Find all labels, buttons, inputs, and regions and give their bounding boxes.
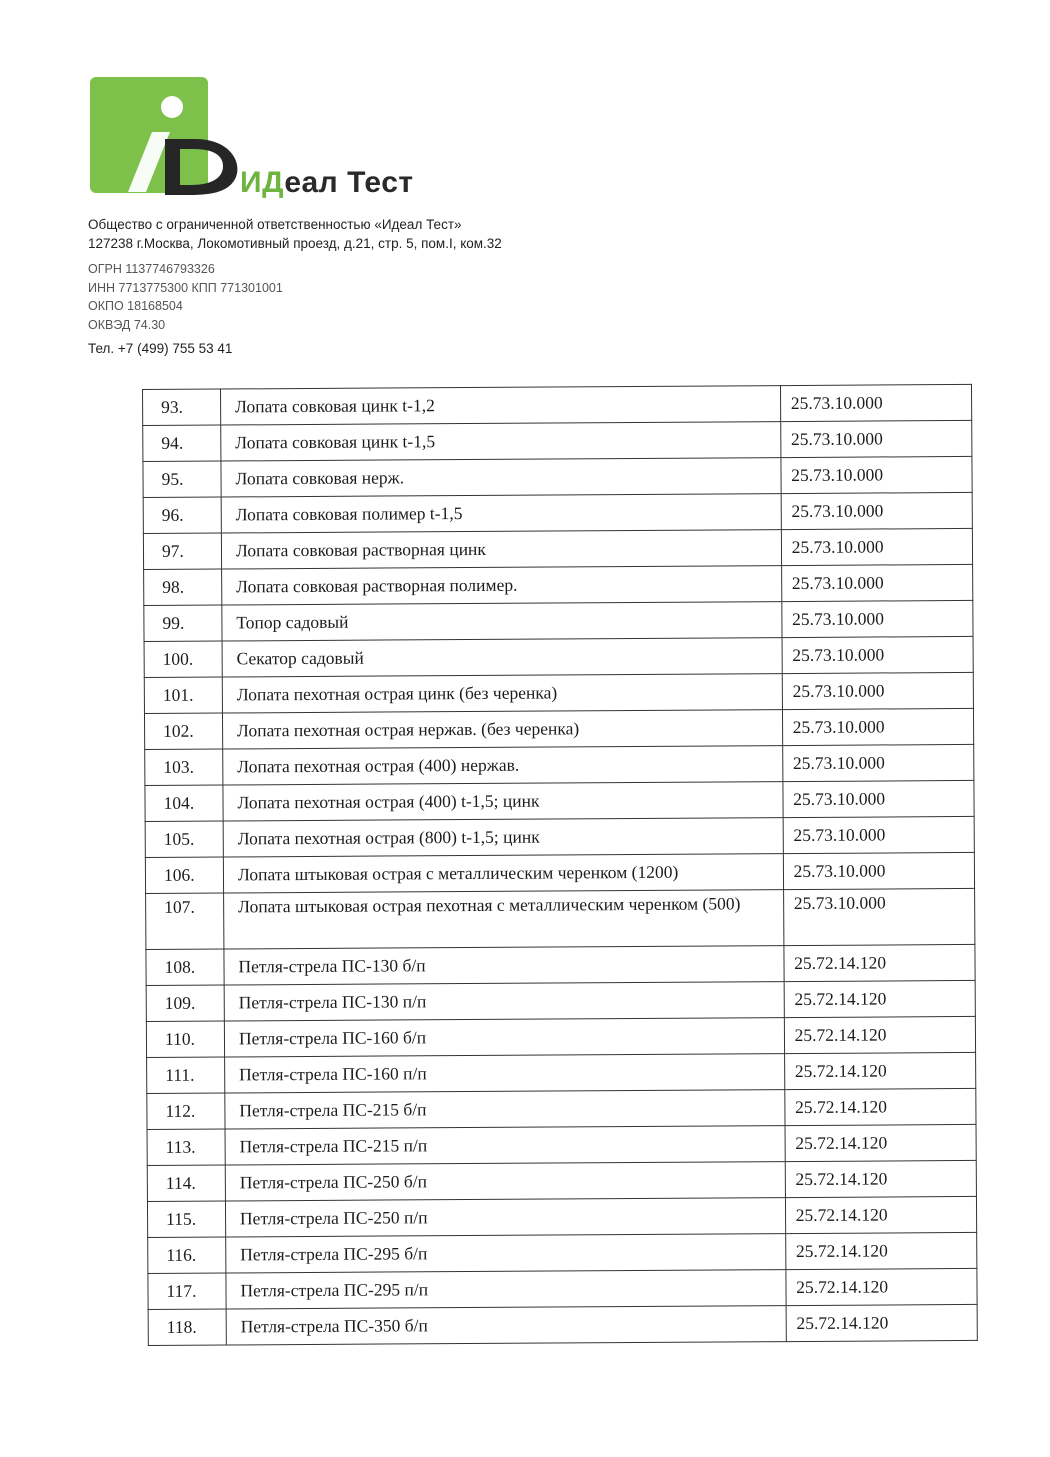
- item-name: Лопата пехотная острая нержав. (без черенка): [222, 710, 782, 749]
- okpd-code: 25.73.10.000: [782, 744, 974, 781]
- row-number: 94.: [143, 425, 221, 461]
- item-name: Топор садовый: [222, 602, 782, 641]
- table-row: [147, 1052, 976, 1093]
- row-number: 102.: [144, 713, 222, 749]
- okpd-code: 25.72.14.120: [786, 1268, 978, 1305]
- table-row: [146, 1016, 975, 1057]
- row-number: 118.: [148, 1309, 226, 1345]
- table-row: [147, 1160, 976, 1201]
- item-name: Петля-стрела ПС-130 п/п: [224, 982, 784, 1021]
- okpd-code: 25.73.10.000: [782, 672, 974, 709]
- ideal-test-logo-icon: [90, 77, 250, 197]
- company-details: [88, 215, 502, 253]
- table-row: [148, 1304, 977, 1345]
- row-number: 116.: [148, 1237, 226, 1273]
- row-number: 100.: [144, 641, 222, 677]
- table-row: [144, 600, 973, 641]
- item-name: Петля-стрела ПС-295 п/п: [226, 1270, 786, 1309]
- brand-name: [240, 166, 414, 200]
- phone: Тел. +7 (499) 755 53 41: [88, 341, 233, 356]
- item-name: Петля-стрела ПС-160 б/п: [224, 1018, 784, 1057]
- okpd-code: 25.73.10.000: [781, 456, 973, 493]
- okpd-code: 25.72.14.120: [785, 1196, 977, 1233]
- row-number: 107.: [146, 893, 224, 949]
- okpd-code: 25.73.10.000: [782, 636, 974, 673]
- table-row: [145, 744, 974, 785]
- okpd-code: 25.72.14.120: [784, 980, 976, 1017]
- item-name: Петля-стрела ПС-215 п/п: [225, 1126, 785, 1165]
- item-name: Лопата совковая полимер t-1,5: [221, 494, 781, 533]
- item-name: Лопата штыковая острая с металлическим черенком (1200): [223, 854, 783, 893]
- item-name: Лопата пехотная острая (400) t-1,5; цинк: [223, 782, 783, 821]
- okpd-code: 25.72.14.120: [785, 1124, 977, 1161]
- table-row: [145, 816, 974, 857]
- table-row: [143, 528, 972, 569]
- item-name: Лопата пехотная острая (400) нержав.: [223, 746, 783, 785]
- okpd-code: 25.73.10.000: [781, 600, 973, 637]
- table-row: [145, 852, 974, 893]
- table-row: [144, 672, 973, 713]
- table-row: [143, 492, 972, 533]
- item-name: Лопата пехотная острая (800) t-1,5; цинк: [223, 818, 783, 857]
- okpd-code: 25.73.10.000: [781, 492, 973, 529]
- table-row: [147, 1196, 976, 1237]
- registration-details: [88, 260, 283, 334]
- ogrn: ОГРН 1137746793326: [88, 262, 215, 276]
- okved: ОКВЭД 74.30: [88, 317, 166, 332]
- table-row: [146, 888, 975, 949]
- row-number: 111.: [147, 1057, 225, 1093]
- row-number: 117.: [148, 1273, 226, 1309]
- item-name: Петля-стрела ПС-250 п/п: [225, 1198, 785, 1237]
- row-number: 106.: [145, 857, 223, 893]
- table-row: [147, 1124, 976, 1165]
- table-row: [144, 636, 973, 677]
- okpd-code: 25.73.10.000: [783, 852, 975, 889]
- okpd-code: 25.72.14.120: [785, 1232, 977, 1269]
- okpd-code: 25.73.10.000: [780, 384, 972, 421]
- table-row: [145, 780, 974, 821]
- row-number: 109.: [146, 985, 224, 1021]
- item-name: Лопата совковая цинк t-1,2: [220, 386, 780, 425]
- okpd-code: 25.73.10.000: [781, 564, 973, 601]
- item-name: Лопата штыковая острая пехотная с металлическим черенком (500): [224, 890, 784, 949]
- table-row: [146, 980, 975, 1021]
- table-row: [146, 944, 975, 985]
- row-number: 108.: [146, 949, 224, 985]
- row-number: 110.: [146, 1021, 224, 1057]
- row-number: 98.: [144, 569, 222, 605]
- table-row: [144, 564, 973, 605]
- item-name: Лопата совковая цинк t-1,5: [221, 422, 781, 461]
- row-number: 103.: [145, 749, 223, 785]
- brand-name-suffix: еал Тест: [284, 166, 414, 199]
- row-number: 105.: [145, 821, 223, 857]
- item-name: Лопата пехотная острая цинк (без черенка): [222, 674, 782, 713]
- okpd-code: 25.73.10.000: [783, 816, 975, 853]
- okpd-code: 25.72.14.120: [784, 1052, 976, 1089]
- table-row: [143, 456, 972, 497]
- okpd-code: 25.73.10.000: [780, 420, 972, 457]
- row-number: 93.: [143, 389, 221, 425]
- okpd-code: 25.72.14.120: [784, 944, 976, 981]
- okpd-code: 25.72.14.120: [784, 1088, 976, 1125]
- row-number: 104.: [145, 785, 223, 821]
- item-name: Секатор садовый: [222, 638, 782, 677]
- table-row: [148, 1268, 977, 1309]
- company-address: 127238 г.Москва, Локомотивный проезд, д.21, стр. 5, пом.I, ком.32: [88, 236, 502, 251]
- table-row: [148, 1232, 977, 1273]
- items-table: [142, 384, 978, 1346]
- row-number: 112.: [147, 1093, 225, 1129]
- item-name: Петля-стрела ПС-250 б/п: [225, 1162, 785, 1201]
- okpd-code: 25.73.10.000: [781, 528, 973, 565]
- row-number: 97.: [143, 533, 221, 569]
- item-name: Петля-стрела ПС-350 б/п: [226, 1306, 786, 1345]
- okpd-code: 25.73.10.000: [783, 780, 975, 817]
- table-row: [143, 420, 972, 461]
- okpo: ОКПО 18168504: [88, 299, 183, 313]
- row-number: 99.: [144, 605, 222, 641]
- row-number: 115.: [147, 1201, 225, 1237]
- item-name: Лопата совковая растворная полимер.: [222, 566, 782, 605]
- table-row: [143, 384, 972, 425]
- table-row: [144, 708, 973, 749]
- okpd-code: 25.72.14.120: [785, 1160, 977, 1197]
- item-name: Лопата совковая растворная цинк: [221, 530, 781, 569]
- item-name: Петля-стрела ПС-295 б/п: [226, 1234, 786, 1273]
- okpd-code: 25.73.10.000: [783, 888, 975, 945]
- okpd-code: 25.72.14.120: [784, 1016, 976, 1053]
- inn-kpp: ИНН 7713775300 КПП 771301001: [88, 280, 283, 295]
- item-name: Петля-стрела ПС-130 б/п: [224, 946, 784, 985]
- company-name: Общество с ограниченной ответственностью «Идеал Тест»: [88, 217, 462, 232]
- okpd-code: 25.73.10.000: [782, 708, 974, 745]
- row-number: 96.: [143, 497, 221, 533]
- row-number: 101.: [144, 677, 222, 713]
- brand-name-prefix: ИД: [240, 166, 285, 199]
- item-name: Лопата совковая нерж.: [221, 458, 781, 497]
- item-name: Петля-стрела ПС-160 п/п: [225, 1054, 785, 1093]
- row-number: 95.: [143, 461, 221, 497]
- row-number: 114.: [147, 1165, 225, 1201]
- okpd-code: 25.72.14.120: [786, 1304, 978, 1341]
- item-name: Петля-стрела ПС-215 б/п: [225, 1090, 785, 1129]
- table-row: [147, 1088, 976, 1129]
- row-number: 113.: [147, 1129, 225, 1165]
